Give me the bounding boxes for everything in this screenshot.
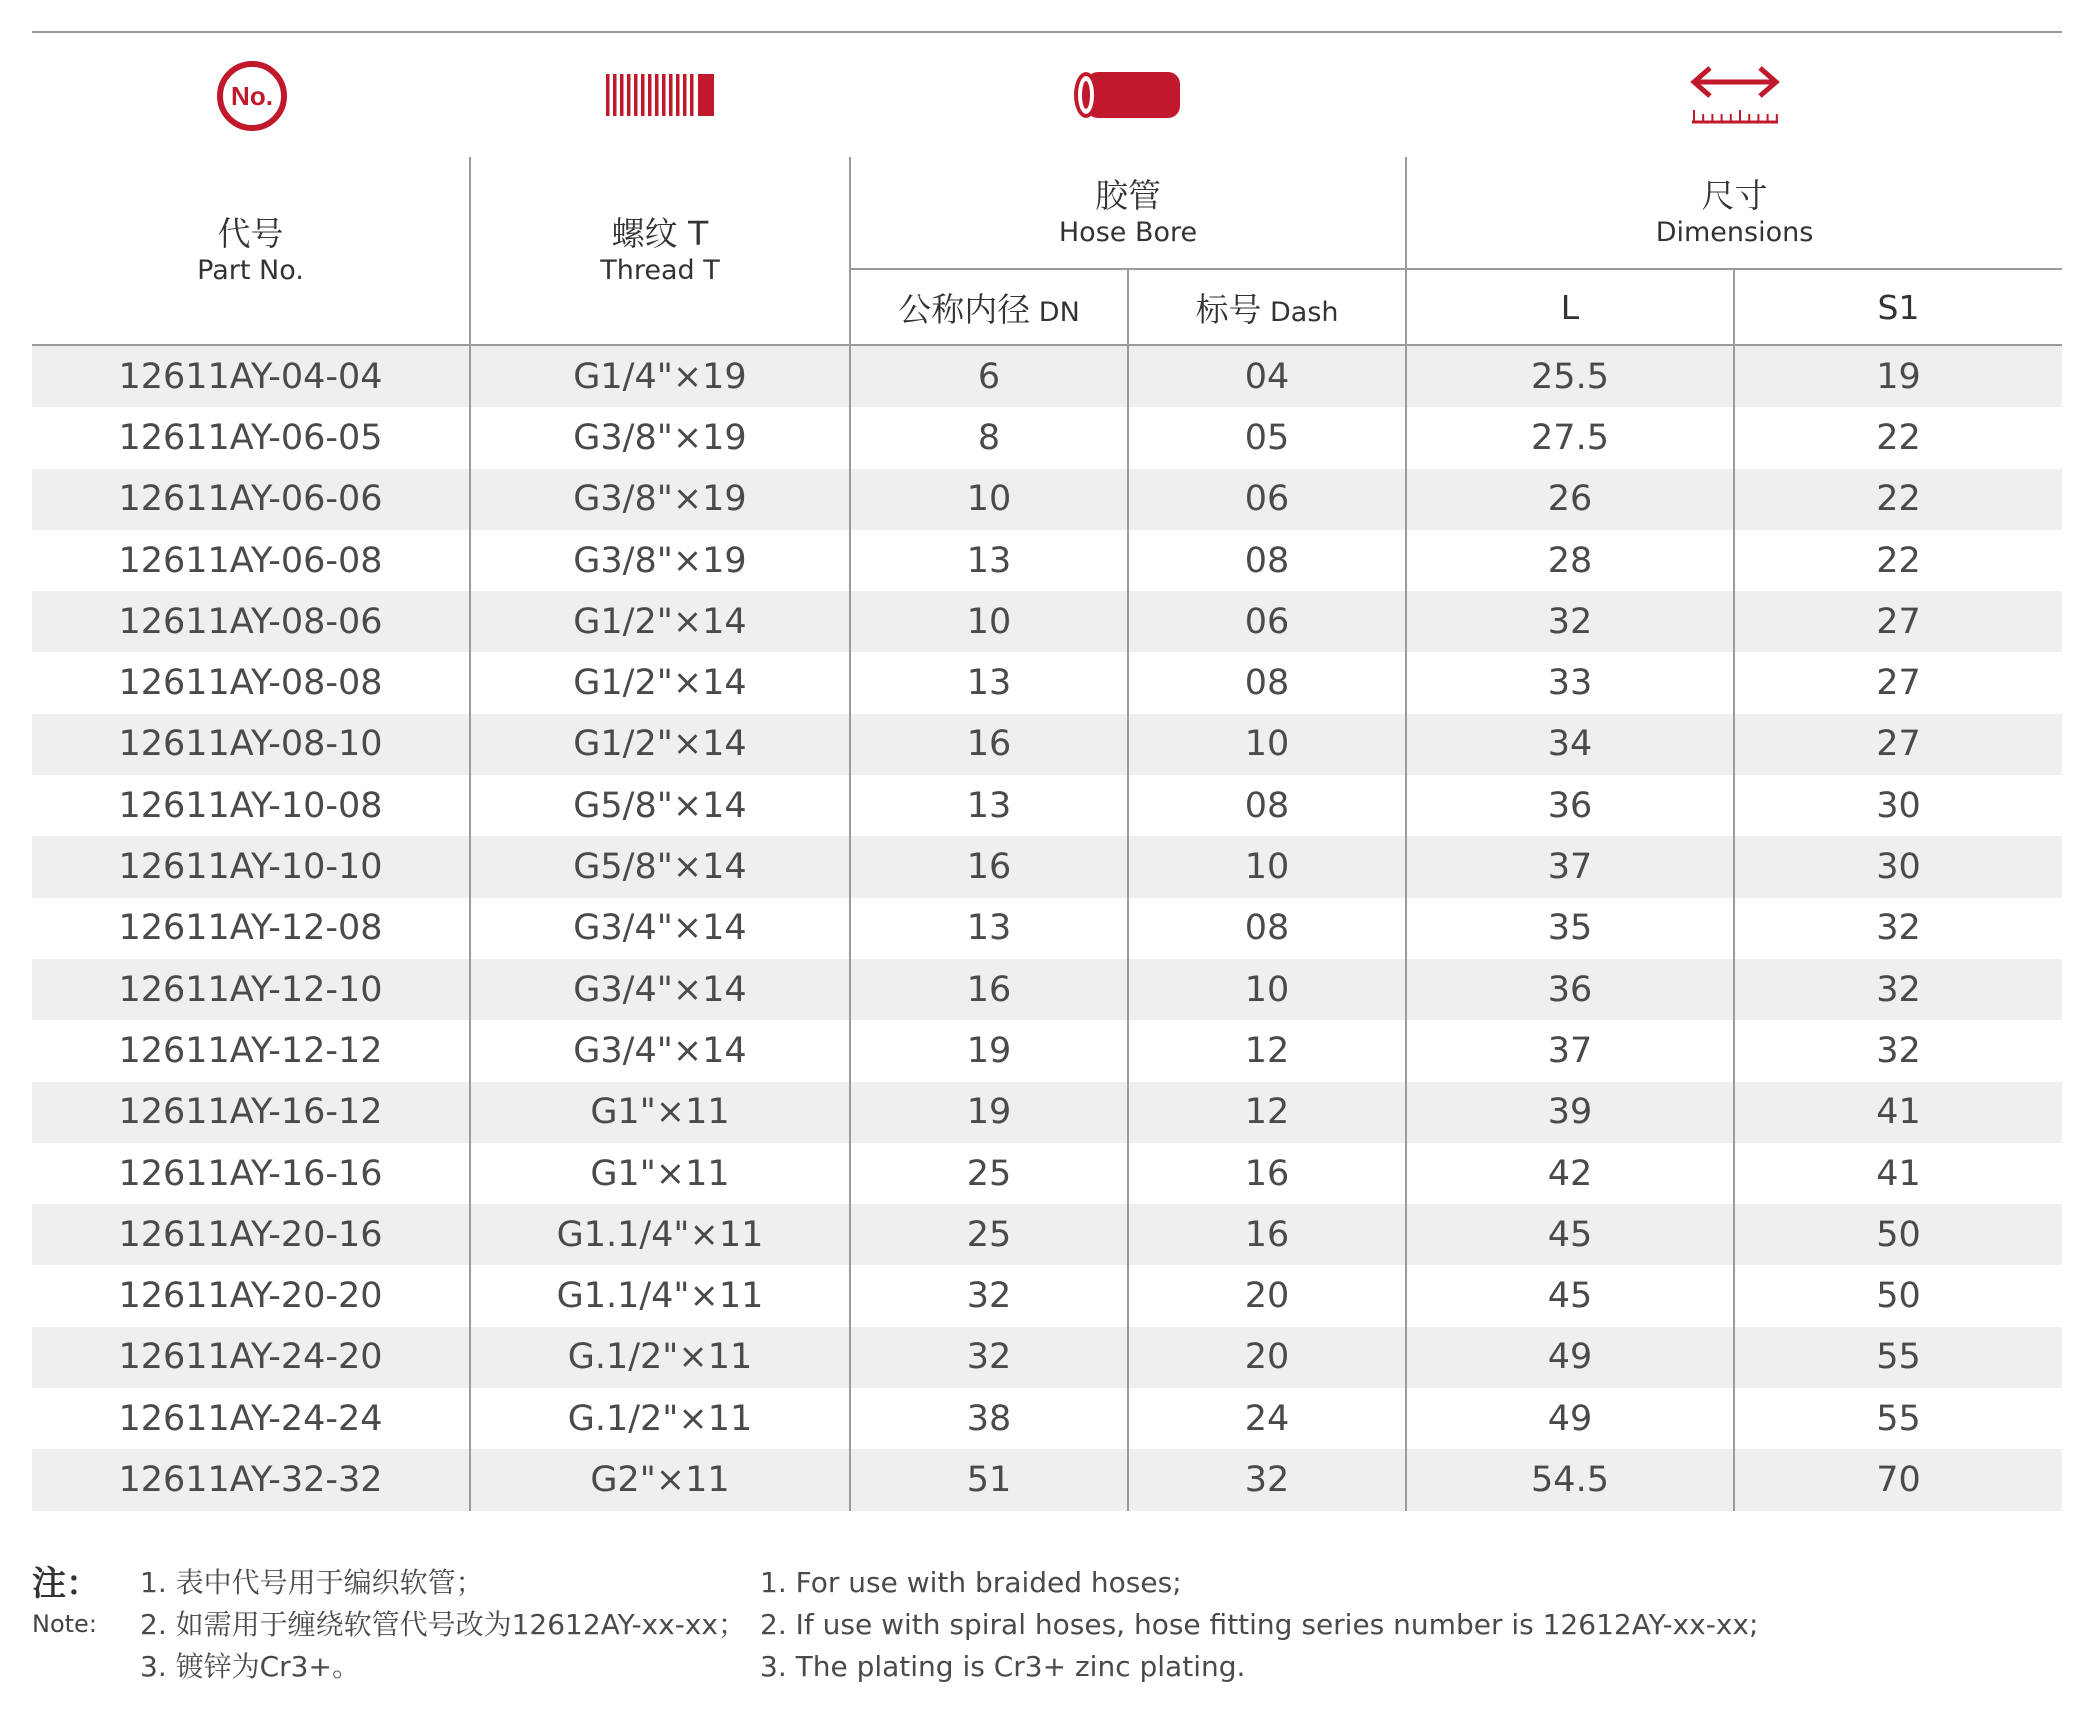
table-row xyxy=(32,1143,2062,1204)
cell-dn: 25 xyxy=(850,1143,1128,1204)
header-part-no xyxy=(32,157,470,345)
cell-part-no: 12611AY-16-16 xyxy=(32,1143,470,1204)
header-hose-bore xyxy=(850,157,1406,269)
cell-part-no: 12611AY-20-16 xyxy=(32,1204,470,1265)
cell-l: 32 xyxy=(1406,591,1734,652)
cell-dash: 16 xyxy=(1128,1204,1406,1265)
cell-l: 26 xyxy=(1406,469,1734,530)
cell-part-no: 12611AY-08-10 xyxy=(32,714,470,775)
header-hose-bore-zh: 胶管 xyxy=(1095,175,1161,215)
cell-dash: 08 xyxy=(1128,898,1406,959)
cell-thread: G5/8"×14 xyxy=(470,836,850,897)
cell-part-no: 12611AY-06-05 xyxy=(32,407,470,468)
note-en-3: 3. The plating is Cr3+ zinc plating. xyxy=(760,1650,1246,1683)
cell-dn: 51 xyxy=(850,1449,1128,1510)
cell-l: 25.5 xyxy=(1406,345,1734,407)
cell-l: 33 xyxy=(1406,652,1734,713)
cell-part-no: 12611AY-16-12 xyxy=(32,1082,470,1143)
cell-part-no: 12611AY-10-08 xyxy=(32,775,470,836)
table-row xyxy=(32,469,2062,530)
cell-dn: 32 xyxy=(850,1327,1128,1388)
cell-part-no: 12611AY-12-12 xyxy=(32,1020,470,1081)
cell-l: 35 xyxy=(1406,898,1734,959)
cell-dash: 05 xyxy=(1128,407,1406,468)
header-dn-en: DN xyxy=(1030,296,1080,328)
cell-dn: 19 xyxy=(850,1020,1128,1081)
cell-part-no: 12611AY-12-10 xyxy=(32,959,470,1020)
dimensions-icon xyxy=(1688,60,1782,128)
cell-thread: G.1/2"×11 xyxy=(470,1388,850,1449)
cell-dn: 38 xyxy=(850,1388,1128,1449)
table-row xyxy=(32,836,2062,897)
cell-s1: 70 xyxy=(1734,1449,2062,1510)
spec-table xyxy=(32,157,2062,1511)
table-row xyxy=(32,959,2062,1020)
cell-s1: 41 xyxy=(1734,1143,2062,1204)
cell-part-no: 12611AY-08-06 xyxy=(32,591,470,652)
table-row xyxy=(32,1265,2062,1326)
cell-s1: 30 xyxy=(1734,775,2062,836)
cell-dash: 16 xyxy=(1128,1143,1406,1204)
note-en-1: 1. For use with braided hoses; xyxy=(760,1566,1182,1599)
cell-l: 39 xyxy=(1406,1082,1734,1143)
spec-table-body xyxy=(32,345,2062,1511)
cell-s1: 55 xyxy=(1734,1327,2062,1388)
cell-dn: 25 xyxy=(850,1204,1128,1265)
cell-s1: 32 xyxy=(1734,1020,2062,1081)
table-row xyxy=(32,898,2062,959)
cell-thread: G3/4"×14 xyxy=(470,959,850,1020)
cell-l: 28 xyxy=(1406,530,1734,591)
cell-s1: 27 xyxy=(1734,591,2062,652)
cell-dn: 32 xyxy=(850,1265,1128,1326)
cell-part-no: 12611AY-04-04 xyxy=(32,345,470,407)
note-zh-2: 2. 如需用于缠绕软管代号改为12612AY-xx-xx； xyxy=(140,1608,746,1641)
header-s1-label: S1 xyxy=(1877,287,1920,327)
cell-l: 36 xyxy=(1406,959,1734,1020)
header-thread xyxy=(470,157,850,345)
cell-thread: G1/2"×14 xyxy=(470,714,850,775)
cell-s1: 50 xyxy=(1734,1265,2062,1326)
table-row xyxy=(32,591,2062,652)
cell-l: 36 xyxy=(1406,775,1734,836)
header-part-no-en: Part No. xyxy=(197,254,304,286)
cell-l: 34 xyxy=(1406,714,1734,775)
cell-s1: 22 xyxy=(1734,530,2062,591)
cell-dash: 32 xyxy=(1128,1449,1406,1510)
header-dimensions xyxy=(1406,157,2062,269)
note-zh-3: 3. 镀锌为Cr3+。 xyxy=(140,1650,360,1683)
cell-s1: 32 xyxy=(1734,959,2062,1020)
cell-dn: 6 xyxy=(850,345,1128,407)
cell-thread: G1.1/4"×11 xyxy=(470,1204,850,1265)
table-row xyxy=(32,714,2062,775)
cell-dash: 04 xyxy=(1128,345,1406,407)
cell-part-no: 12611AY-24-20 xyxy=(32,1327,470,1388)
cell-dash: 06 xyxy=(1128,469,1406,530)
cell-thread: G1"×11 xyxy=(470,1082,850,1143)
cell-thread: G.1/2"×11 xyxy=(470,1327,850,1388)
header-dimensions-en: Dimensions xyxy=(1655,216,1814,248)
table-row xyxy=(32,1204,2062,1265)
cell-thread: G3/8"×19 xyxy=(470,407,850,468)
header-part-no-zh: 代号 xyxy=(217,213,284,253)
notes-en xyxy=(760,1562,1758,1688)
cell-dash: 24 xyxy=(1128,1388,1406,1449)
cell-dn: 16 xyxy=(850,836,1128,897)
note-zh-1: 1. 表中代号用于编织软管； xyxy=(140,1566,484,1599)
cell-thread: G3/4"×14 xyxy=(470,898,850,959)
cell-part-no: 12611AY-32-32 xyxy=(32,1449,470,1510)
cell-dash: 06 xyxy=(1128,591,1406,652)
cell-s1: 22 xyxy=(1734,407,2062,468)
cell-part-no: 12611AY-12-08 xyxy=(32,898,470,959)
cell-dash: 10 xyxy=(1128,714,1406,775)
cell-s1: 30 xyxy=(1734,836,2062,897)
cell-dn: 13 xyxy=(850,652,1128,713)
cell-s1: 50 xyxy=(1734,1204,2062,1265)
header-dash-zh: 标号 xyxy=(1195,289,1262,329)
notes-title-zh: 注： xyxy=(32,1564,100,1604)
cell-thread: G1/2"×14 xyxy=(470,591,850,652)
cell-s1: 41 xyxy=(1734,1082,2062,1143)
notes-title-en: Note: xyxy=(32,1610,97,1638)
table-row xyxy=(32,775,2062,836)
cell-part-no: 12611AY-08-08 xyxy=(32,652,470,713)
cell-s1: 55 xyxy=(1734,1388,2062,1449)
table-row xyxy=(32,1020,2062,1081)
header-s1 xyxy=(1734,269,2062,345)
cell-s1: 22 xyxy=(1734,469,2062,530)
cell-thread: G5/8"×14 xyxy=(470,775,850,836)
cell-dash: 12 xyxy=(1128,1082,1406,1143)
cell-part-no: 12611AY-06-06 xyxy=(32,469,470,530)
header-hose-bore-en: Hose Bore xyxy=(1058,216,1198,248)
cell-l: 37 xyxy=(1406,836,1734,897)
table-row xyxy=(32,652,2062,713)
cell-part-no: 12611AY-06-08 xyxy=(32,530,470,591)
cell-dn: 8 xyxy=(850,407,1128,468)
top-rule xyxy=(32,31,2062,33)
cell-thread: G2"×11 xyxy=(470,1449,850,1510)
cell-dash: 20 xyxy=(1128,1327,1406,1388)
table-row xyxy=(32,530,2062,591)
cell-part-no: 12611AY-24-24 xyxy=(32,1388,470,1449)
header-dimensions-zh: 尺寸 xyxy=(1701,175,1768,215)
cell-dash: 12 xyxy=(1128,1020,1406,1081)
cell-thread: G1/2"×14 xyxy=(470,652,850,713)
cell-dn: 13 xyxy=(850,775,1128,836)
part-number-icon-label: No. xyxy=(231,81,273,111)
header-dash xyxy=(1128,269,1406,345)
cell-dn: 19 xyxy=(850,1082,1128,1143)
cell-dash: 08 xyxy=(1128,530,1406,591)
cell-thread: G3/4"×14 xyxy=(470,1020,850,1081)
cell-l: 45 xyxy=(1406,1265,1734,1326)
cell-thread: G3/8"×19 xyxy=(470,530,850,591)
cell-s1: 27 xyxy=(1734,652,2062,713)
cell-l: 37 xyxy=(1406,1020,1734,1081)
cell-l: 27.5 xyxy=(1406,407,1734,468)
cell-l: 49 xyxy=(1406,1388,1734,1449)
cell-l: 42 xyxy=(1406,1143,1734,1204)
cell-s1: 19 xyxy=(1734,345,2062,407)
cell-dash: 08 xyxy=(1128,775,1406,836)
hose-bore-icon xyxy=(1070,68,1186,122)
cell-dash: 10 xyxy=(1128,959,1406,1020)
cell-thread: G1"×11 xyxy=(470,1143,850,1204)
table-row xyxy=(32,1327,2062,1388)
cell-s1: 27 xyxy=(1734,714,2062,775)
notes-zh xyxy=(140,1562,746,1688)
cell-part-no: 12611AY-10-10 xyxy=(32,836,470,897)
note-en-2: 2. If use with spiral hoses, hose fitting series number is 12612AY-xx-xx; xyxy=(760,1608,1759,1641)
table-row xyxy=(32,407,2062,468)
header-thread-zh: 螺纹 T xyxy=(611,213,709,253)
cell-l: 45 xyxy=(1406,1204,1734,1265)
cell-dash: 08 xyxy=(1128,652,1406,713)
header-l-label: L xyxy=(1560,287,1580,327)
header-l xyxy=(1406,269,1734,345)
cell-l: 54.5 xyxy=(1406,1449,1734,1510)
cell-dn: 10 xyxy=(850,469,1128,530)
header-dn-zh: 公称内径 xyxy=(898,289,1031,329)
table-row xyxy=(32,345,2062,407)
cell-dn: 13 xyxy=(850,898,1128,959)
table-row xyxy=(32,1449,2062,1510)
thread-icon xyxy=(604,70,716,120)
cell-thread: G3/8"×19 xyxy=(470,469,850,530)
cell-thread: G1.1/4"×11 xyxy=(470,1265,850,1326)
cell-thread: G1/4"×19 xyxy=(470,345,850,407)
cell-part-no: 12611AY-20-20 xyxy=(32,1265,470,1326)
cell-dash: 20 xyxy=(1128,1265,1406,1326)
table-row xyxy=(32,1388,2062,1449)
header-dn xyxy=(850,269,1128,345)
cell-dash: 10 xyxy=(1128,836,1406,897)
cell-s1: 32 xyxy=(1734,898,2062,959)
cell-dn: 13 xyxy=(850,530,1128,591)
table-row xyxy=(32,1082,2062,1143)
cell-dn: 10 xyxy=(850,591,1128,652)
notes-title xyxy=(32,1562,100,1642)
part-number-icon xyxy=(214,58,290,134)
cell-dn: 16 xyxy=(850,959,1128,1020)
cell-l: 49 xyxy=(1406,1327,1734,1388)
header-dash-en: Dash xyxy=(1261,296,1339,328)
cell-dn: 16 xyxy=(850,714,1128,775)
header-thread-en: Thread T xyxy=(600,254,720,286)
